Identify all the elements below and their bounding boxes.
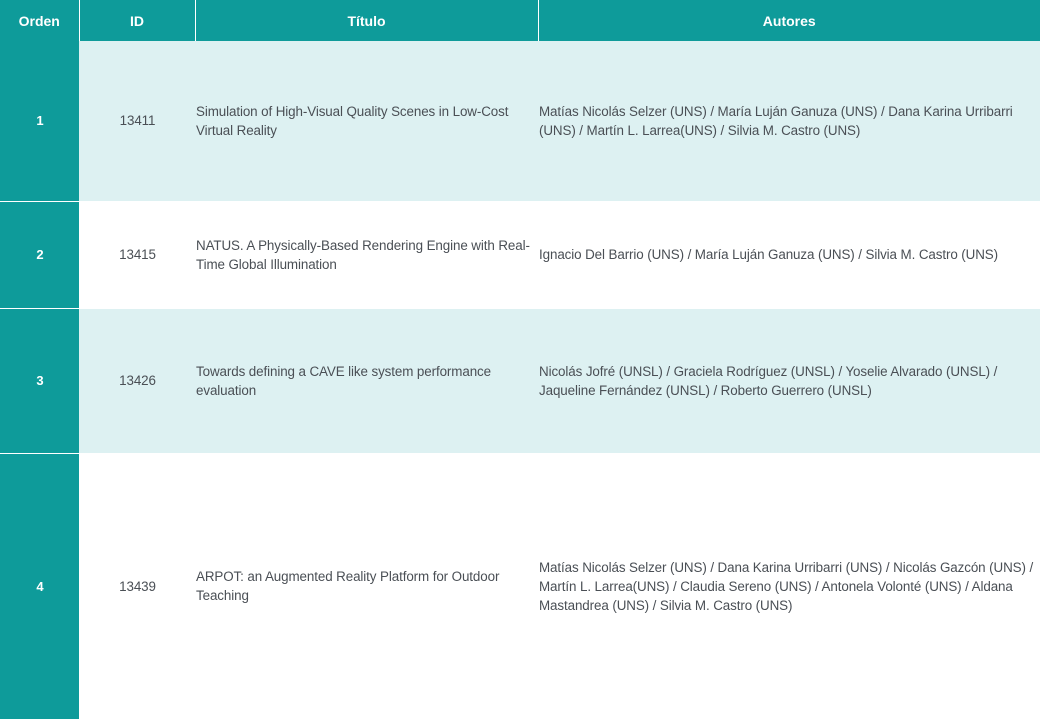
- header-id: ID: [79, 0, 195, 41]
- table-row: [0, 41, 1040, 201]
- cell-autores: Ignacio Del Barrio (UNS) / María Luján Ganuza (UNS) / Silvia M. Castro (UNS): [538, 201, 1040, 308]
- cell-titulo: Towards defining a CAVE like system performance evaluation: [195, 308, 538, 453]
- cell-orden: 4: [0, 453, 79, 719]
- cell-autores: Nicolás Jofré (UNSL) / Graciela Rodríguez (UNSL) / Yoselie Alvarado (UNSL) / Jaqueline Fernández (UNSL) / Roberto Guerrero (UNSL): [538, 308, 1040, 453]
- cell-id: 13415: [79, 201, 195, 308]
- table-row: [0, 201, 1040, 308]
- cell-autores: Matías Nicolás Selzer (UNS) / María Luján Ganuza (UNS) / Dana Karina Urribarri (UNS) / Martín L. Larrea(UNS) / Silvia M. Castro (UNS): [538, 41, 1040, 201]
- cell-id: 13439: [79, 453, 195, 719]
- cell-titulo: NATUS. A Physically-Based Rendering Engine with Real-Time Global Illumination: [195, 201, 538, 308]
- header-orden: Orden: [0, 0, 79, 41]
- cell-orden: 1: [0, 41, 79, 201]
- header-autores: Autores: [538, 0, 1040, 41]
- table-header: [0, 0, 1040, 41]
- cell-titulo: Simulation of High-Visual Quality Scenes in Low-Cost Virtual Reality: [195, 41, 538, 201]
- cell-orden: 3: [0, 308, 79, 453]
- header-titulo: Título: [195, 0, 538, 41]
- cell-id: 13411: [79, 41, 195, 201]
- table-row: [0, 453, 1040, 719]
- header-row: [0, 0, 1040, 41]
- cell-titulo: ARPOT: an Augmented Reality Platform for Outdoor Teaching: [195, 453, 538, 719]
- table-body: [0, 41, 1040, 719]
- cell-autores: Matías Nicolás Selzer (UNS) / Dana Karina Urribarri (UNS) / Nicolás Gazcón (UNS) / Martín L. Larrea(UNS) / Claudia Sereno (UNS) / Antonela Volonté (UNS) / Aldana Mastandrea (UNS) / Silvia M. Castro (UNS): [538, 453, 1040, 719]
- table-row: [0, 308, 1040, 453]
- cell-id: 13426: [79, 308, 195, 453]
- cell-orden: 2: [0, 201, 79, 308]
